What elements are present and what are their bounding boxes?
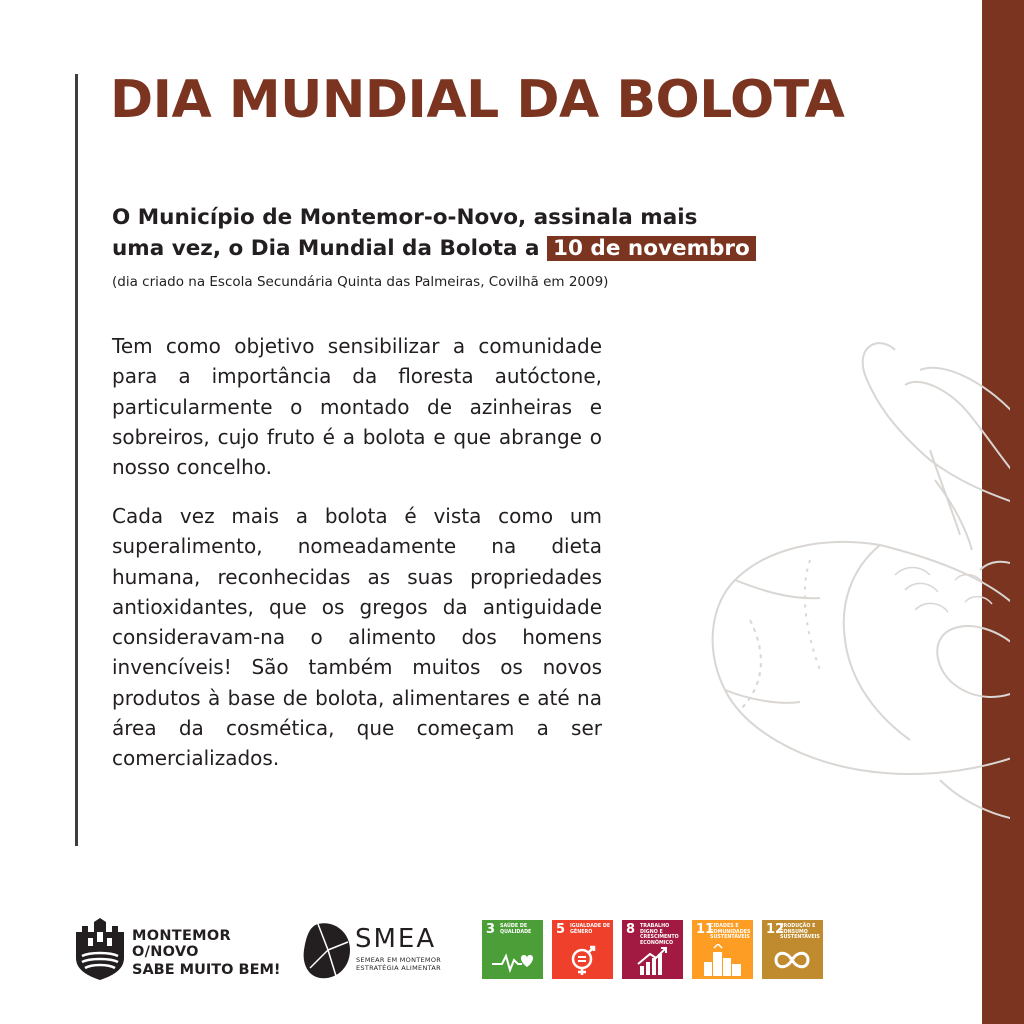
smea-name: SMEA xyxy=(355,924,437,954)
castle-shield-icon xyxy=(74,918,126,980)
montemor-wordmark xyxy=(132,928,281,980)
date-highlight: 10 de novembro xyxy=(547,236,756,261)
sdg-tile-5 xyxy=(552,920,613,979)
sdg-label: PRODUÇÃO E CONSUMO SUSTENTÁVEIS xyxy=(780,924,820,941)
page-title: DIA MUNDIAL DA BOLOTA xyxy=(110,70,845,130)
gender-equality-icon xyxy=(560,944,605,976)
intro-line-1: O Município de Montemor-o-Novo, assinala mais xyxy=(112,205,698,230)
smea-logo xyxy=(300,920,450,990)
infinity-icon xyxy=(770,944,815,976)
acorn-logo-icon xyxy=(300,920,352,982)
acorn-illustration xyxy=(690,330,1010,830)
intro-note: (dia criado na Escola Secundária Quinta das Palmeiras, Covilhã em 2009) xyxy=(112,274,609,290)
sdg-number: 8 xyxy=(626,922,636,937)
sdg-label: IGUALDADE DE GÉNERO xyxy=(570,924,611,935)
sdg-tile-3 xyxy=(482,920,543,979)
montemor-logo xyxy=(74,918,304,988)
sdg-label: SAÚDE DE QUALIDADE xyxy=(500,924,532,935)
smea-subtitle xyxy=(356,956,441,972)
sdg-number: 12 xyxy=(766,922,785,937)
sdg-tile-12 xyxy=(762,920,823,979)
montemor-line-2: O/NOVO xyxy=(132,944,199,960)
smea-sub-2: ESTRATÉGIA ALIMENTAR xyxy=(356,964,441,972)
sdg-tile-8 xyxy=(622,920,683,979)
sdg-number: 3 xyxy=(486,922,496,937)
sdg-label: CIDADES E COMUNIDADES SUSTENTÁVEIS xyxy=(710,924,751,941)
growth-chart-icon xyxy=(630,944,675,976)
intro-line-2: uma vez, o Dia Mundial da Bolota a xyxy=(112,236,540,261)
sdg-number: 5 xyxy=(556,922,566,937)
city-icon xyxy=(700,944,745,976)
sdg-number: 11 xyxy=(696,922,715,937)
montemor-line-1: MONTEMOR xyxy=(132,928,232,944)
smea-sub-1: SEMEAR EM MONTEMOR xyxy=(356,956,442,964)
paragraph-superfood: Cada vez mais a bolota é vista como um superalimento, nomeadamente na dieta humana, reconhecidas as suas propriedades antioxidantes, que os gregos da antiguidade consideravam-na o alimento dos homens invencíveis! São também muitos os novos produtos à base de bolota, alimentares e até na área da cosmética, que começam a ser comercializados. xyxy=(112,504,602,771)
montemor-tagline: SABE MUITO BEM! xyxy=(132,962,281,978)
heartbeat-icon xyxy=(490,944,535,976)
intro-text xyxy=(112,202,812,264)
sdg-label: TRABALHO DIGNO E CRESCIMENTO ECONÓMICO xyxy=(640,924,679,946)
vertical-divider xyxy=(75,74,78,846)
paragraph-objective: Tem como objetivo sensibilizar a comunidade para a importância da floresta autóctone, particularmente o montado de azinheiras e sobreiros, cujo fruto é a bolota e que abrange o nosso concelho. xyxy=(112,334,602,480)
sdg-tile-11 xyxy=(692,920,753,979)
